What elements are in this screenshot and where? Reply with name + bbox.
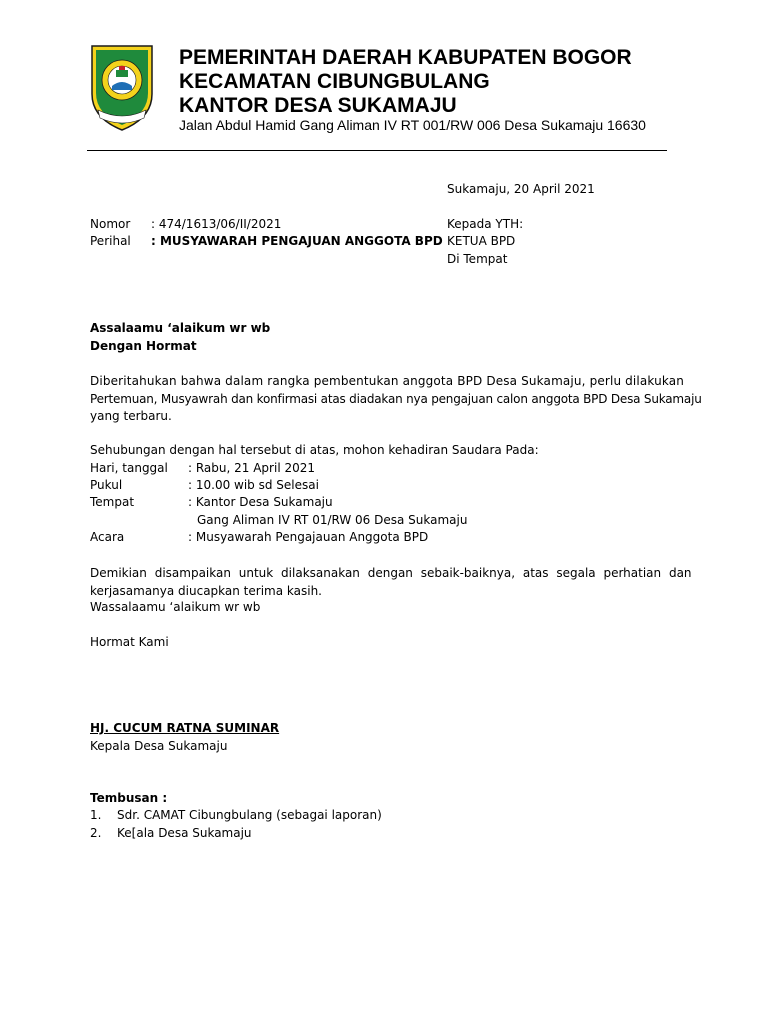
kop-address: Jalan Abdul Hamid Gang Aliman IV RT 001/RW 006 Desa Sukamaju 16630	[179, 117, 646, 133]
tempat-value: : Kantor Desa Sukamaju	[188, 495, 333, 509]
tembusan-item-number: 1.	[90, 808, 102, 822]
kop-divider	[87, 150, 667, 151]
acara-value: : Musyawarah Pengajauan Anggota BPD	[188, 530, 429, 544]
recipient-line-1: Kepada YTH:	[447, 217, 524, 231]
hari-value: : Rabu, 21 April 2021	[188, 461, 316, 475]
recipient-line-3: Di Tempat	[447, 252, 508, 266]
tempat-value-2: Gang Aliman IV RT 01/RW 06 Desa Sukamaju	[197, 513, 468, 527]
hari-label: Hari, tanggal	[90, 461, 168, 475]
nomor-value: : 474/1613/06/II/2021	[151, 217, 282, 231]
perihal-value: : MUSYAWARAH PENGAJUAN ANGGOTA BPD	[151, 234, 443, 248]
kop-line-3: KANTOR DESA SUKAMAJU	[179, 94, 457, 117]
signatory-name: HJ. CUCUM RATNA SUMINAR	[90, 721, 280, 735]
tempat-label: Tempat	[90, 495, 135, 509]
paragraph-1	[90, 373, 702, 426]
kop-line-2: KECAMATAN CIBUNGBULANG	[179, 70, 490, 93]
kop-line-1: PEMERINTAH DAERAH KABUPATEN BOGOR	[179, 46, 632, 69]
closing-line-1: Demikian disampaikan untuk dilaksanakan dengan sebaik-baiknya, atas segala perhatian dan	[90, 566, 692, 580]
pukul-value: : 10.00 wib sd Selesai	[188, 478, 319, 492]
tembusan-item-number: 2.	[90, 826, 102, 840]
nomor-label: Nomor	[90, 217, 131, 231]
closing-salam: Wassalaamu ‘alaikum wr wb	[90, 600, 261, 614]
paragraph-1-line-1: Diberitahukan bahwa dalam rangka pembentukan anggota BPD Desa Sukamaju, perlu dilakukan	[90, 374, 685, 388]
greeting-salam: Assalaamu ‘alaikum wr wb	[90, 321, 271, 335]
closing-paragraph	[90, 565, 692, 600]
tembusan-item-text: Sdr. CAMAT Cibungbulang (sebagai laporan)	[117, 808, 382, 822]
intro-text: Sehubungan dengan hal tersebut di atas, mohon kehadiran Saudara Pada:	[90, 443, 539, 457]
paragraph-1-line-2: Pertemuan, Musyawrah dan konfirmasi atas diadakan nya pengajuan calon anggota BPD Desa Sukamaju	[90, 391, 702, 406]
perihal-label: Perihal	[90, 234, 131, 248]
signatory-title: Kepala Desa Sukamaju	[90, 739, 228, 753]
closing-hormat: Hormat Kami	[90, 635, 169, 649]
recipient-line-2: KETUA BPD	[447, 234, 516, 248]
tembusan-label: Tembusan :	[90, 791, 168, 805]
closing-line-2: kerjasamanya diucapkan terima kasih.	[90, 583, 322, 598]
pukul-label: Pukul	[90, 478, 123, 492]
kabupaten-bogor-logo	[90, 44, 154, 132]
letter-date: Sukamaju, 20 April 2021	[447, 182, 595, 196]
paragraph-1-line-3: yang terbaru.	[90, 409, 172, 423]
greeting-hormat: Dengan Hormat	[90, 339, 197, 353]
acara-label: Acara	[90, 530, 125, 544]
tembusan-item-text: Ke[ala Desa Sukamaju	[117, 826, 252, 840]
